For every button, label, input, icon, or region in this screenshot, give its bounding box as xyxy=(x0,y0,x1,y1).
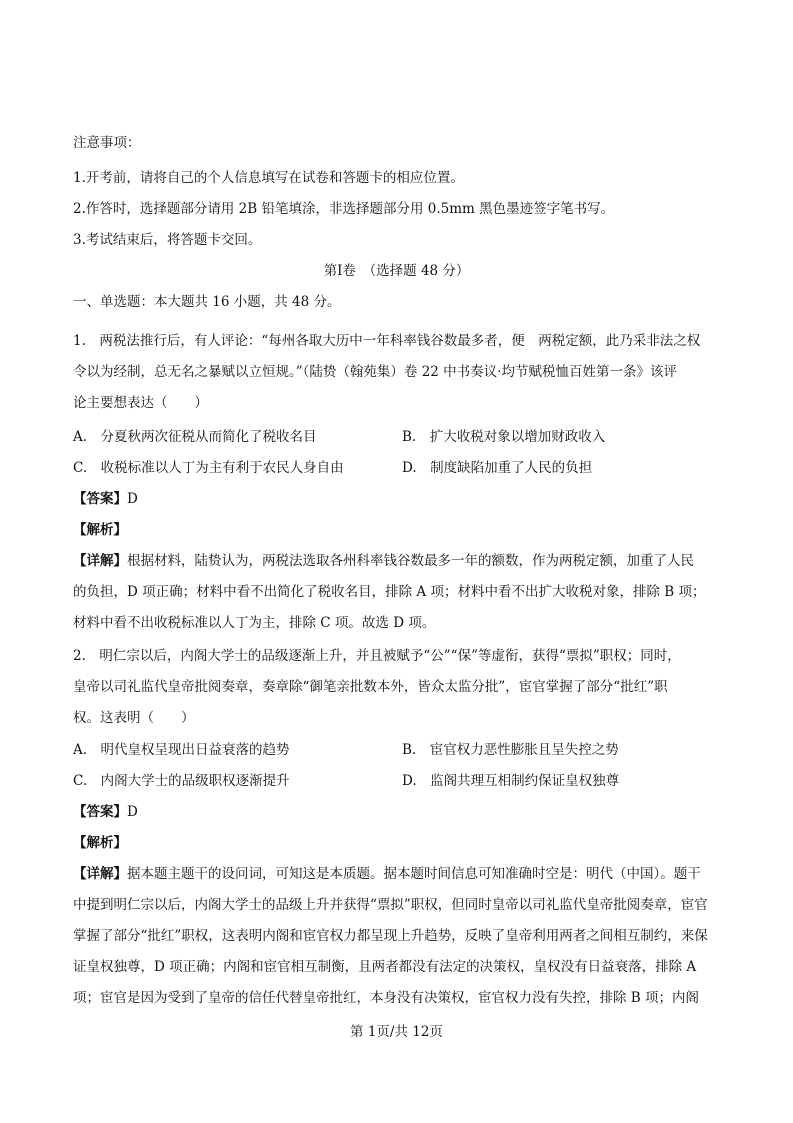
q2-detail-tag: 【详解】 xyxy=(73,866,127,882)
q1-answer-value: D xyxy=(127,491,138,507)
q2-answer-tag: 【答案】 xyxy=(73,804,127,820)
notice-item-2: 2.作答时，选择题部分请用 2B 铅笔填涂，非选择题部分用 0.5mm 黑色墨迹签字笔书写。 xyxy=(73,201,615,217)
q2-option-c: C. 内阁大学士的品级职权逐渐提升 xyxy=(73,773,290,789)
section-title: 第Ⅰ卷 （选择题 48 分） xyxy=(323,263,470,279)
q1-detail-tag: 【详解】 xyxy=(73,553,127,569)
q1-analysis-tag: 【解析】 xyxy=(73,522,127,538)
section-heading: 一、单选题：本大题共 16 小题，共 48 分。 xyxy=(73,294,341,310)
q1-detail-line-1 xyxy=(73,551,694,571)
q2-stem-line-2: 皇帝以司礼监代皇帝批阅奏章，奏章除“御笔亲批数本外，皆众太监分批”，宦官掌握了部分“批红”职 xyxy=(73,679,668,695)
q2-option-a: A. 明代皇权呈现出日益衰落的趋势 xyxy=(73,742,290,758)
q2-detail-line-4: 证皇权独尊，D 项正确；内阁和宦官相互制衡，且两者都没有法定的决策权，皇权没有日益衰落，排除 A xyxy=(73,959,697,975)
notice-item-3: 3.考试结束后，将答题卡交回。 xyxy=(73,232,262,248)
q1-detail-line-3: 材料中看不出收税标准以人丁为主，排除 C 项。故选 D 项。 xyxy=(73,615,436,631)
q1-option-c: C. 收税标准以人丁为主有利于农民人身自由 xyxy=(73,460,344,476)
page-footer: 第 1页/共 12页 xyxy=(350,1024,443,1040)
q2-stem-line-3: 权。这表明（ ） xyxy=(73,710,195,726)
q1-option-b: B. 扩大收税对象以增加财政收入 xyxy=(402,429,606,445)
q2-detail-text-1: 据本题主题干的设问词，可知这是本质题。据本题时间信息可知准确时空是：明代（中国）。题干 xyxy=(127,866,701,882)
q2-detail-line-5: 项；宦官是因为受到了皇帝的信任代替皇帝批红，本身没有决策权，宦官权力没有失控，排除 B 项；内阁 xyxy=(73,990,700,1006)
q1-option-d: D. 制度缺陷加重了人民的负担 xyxy=(402,460,593,476)
q2-analysis-tag: 【解析】 xyxy=(73,835,127,851)
q2-detail-line-1 xyxy=(73,864,701,884)
q2-option-d: D. 监阁共理互相制约保证皇权独尊 xyxy=(402,773,620,789)
q2-answer xyxy=(73,802,138,822)
q1-answer xyxy=(73,489,138,509)
q1-stem-line-3: 论主要想表达（ ） xyxy=(73,395,208,411)
q1-detail-text-1: 根据材料，陆贽认为，两税法选取各州科率钱谷数最多一年的额数，作为两税定额，加重了人民 xyxy=(127,553,694,569)
q2-answer-value: D xyxy=(127,804,138,820)
q2-stem-line-1: 2. 明仁宗以后，内阁大学士的品级逐渐上升，并且被赋予“公”“保”等虚衔，获得“票拟”职权；同时， xyxy=(73,648,681,664)
notice-title: 注意事项： xyxy=(73,135,141,151)
q2-option-b: B. 宦官权力恶性膨胀且呈失控之势 xyxy=(402,742,619,758)
q1-answer-tag: 【答案】 xyxy=(73,491,127,507)
q1-detail-line-2: 的负担，D 项正确；材料中看不出简化了税收名目，排除 A 项；材料中看不出扩大收税对象，排除 B 项； xyxy=(73,584,706,600)
q1-stem-line-1: 1. 两税法推行后，有人评论：“每州各取大历中一年科率钱谷数最多者，便 两税定额，此乃采非法之权 xyxy=(73,333,701,349)
q2-detail-line-3: 掌握了部分“批红”职权，这表明内阁和宦官权力都呈现上升趋势，反映了皇帝利用两者之间相互制约，来保 xyxy=(73,928,708,944)
q1-option-a: A. 分夏秋两次征税从而简化了税收名目 xyxy=(73,429,317,445)
notice-item-1: 1.开考前，请将自己的个人信息填写在试卷和答题卡的相应位置。 xyxy=(73,170,464,186)
q2-detail-line-2: 中提到明仁宗以后，内阁大学士的品级上升并获得“票拟”职权，但同时皇帝以司礼监代皇帝批阅奏章，宦官 xyxy=(73,897,708,913)
q1-stem-line-2: 令以为经制，总无名之暴赋以立恒规。”（陆贽（翰苑集）卷 22 中书奏议·均节赋税恤百姓第一条》该评 xyxy=(73,364,677,380)
